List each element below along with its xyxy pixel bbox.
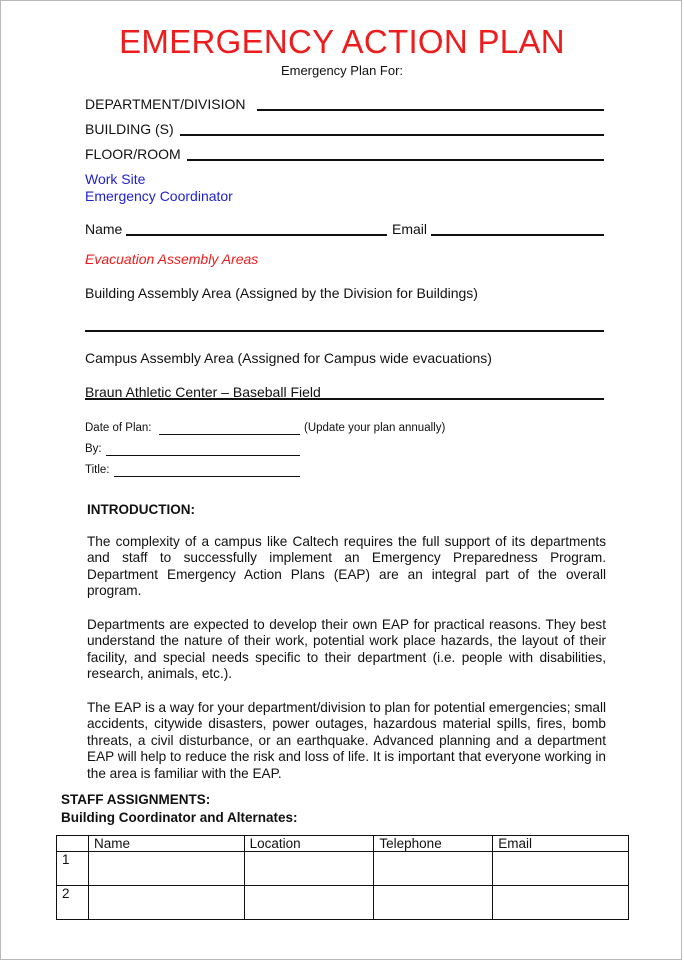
document-title: EMERGENCY ACTION PLAN [119, 23, 565, 60]
update-note: (Update your plan annually) [304, 422, 446, 434]
column-header-telephone: Telephone [374, 836, 493, 852]
date-of-plan-line[interactable] [159, 434, 300, 435]
name-cell[interactable] [88, 886, 244, 920]
staff-assignments-heading: STAFF ASSIGNMENTS: [61, 792, 211, 807]
intro-paragraph-1: The complexity of a campus like Caltech requires the full support of its departments and staff to successfully implement an Emergency Preparedness Program. Department Emergency Action Plans (EAP) are an integral part of the overall program. [87, 534, 606, 599]
building-assembly-area-line[interactable] [85, 330, 604, 332]
column-header-location: Location [244, 836, 374, 852]
emergency-coordinator-label: Emergency Coordinator [85, 188, 233, 204]
building-assembly-area-label: Building Assembly Area (Assigned by the Division for Buildings) [85, 285, 478, 301]
department-label: DEPARTMENT/DIVISION [85, 96, 246, 112]
row-number: 2 [57, 886, 89, 920]
floor-room-field-line[interactable] [187, 159, 604, 161]
telephone-cell[interactable] [374, 886, 493, 920]
email-cell[interactable] [493, 852, 629, 886]
date-of-plan-label: Date of Plan: [85, 422, 152, 434]
intro-paragraph-3: The EAP is a way for your department/division to plan for potential emergencies; small accidents, citywide disasters, power outages, hazardous material spills, fires, bomb threats, a civil disturbance, or an earthquake. Advanced planning and a department EAP will help to reduce the risk and loss of life. It is important that everyone working in the area is familiar with the EAP. [87, 700, 606, 781]
telephone-cell[interactable] [374, 852, 493, 886]
title-line[interactable] [114, 476, 300, 477]
evacuation-assembly-heading: Evacuation Assembly Areas [85, 251, 259, 267]
coordinator-name-label: Name [85, 221, 123, 237]
table-row [57, 852, 629, 886]
document-subtitle: Emergency Plan For: [280, 63, 404, 78]
coordinator-email-label: Email [392, 221, 428, 237]
location-cell[interactable] [244, 886, 374, 920]
coordinator-name-line[interactable] [126, 234, 387, 236]
campus-assembly-area-label: Campus Assembly Area (Assigned for Campus wide evacuations) [85, 350, 492, 366]
table-row [57, 886, 629, 920]
building-field-line[interactable] [180, 134, 604, 136]
by-label: By: [85, 443, 102, 455]
introduction-heading: INTRODUCTION: [87, 502, 195, 517]
floor-room-label: FLOOR/ROOM [85, 146, 181, 162]
building-coordinator-heading: Building Coordinator and Alternates: [61, 810, 298, 825]
email-cell[interactable] [493, 886, 629, 920]
name-cell[interactable] [88, 852, 244, 886]
location-cell[interactable] [244, 852, 374, 886]
column-header-email: Email [493, 836, 629, 852]
campus-assembly-area-line[interactable] [85, 398, 604, 400]
staff-table [56, 835, 629, 920]
coordinator-email-line[interactable] [431, 234, 604, 236]
column-header-index [57, 836, 89, 852]
campus-assembly-area-value: Braun Athletic Center – Baseball Field [85, 384, 321, 400]
intro-paragraph-2: Departments are expected to develop their own EAP for practical reasons. They best understand the nature of their work, potential work place hazards, the layout of their facility, and special needs specific to their department (i.e. people with disabilities, research, animals, etc.). [87, 617, 606, 682]
by-line[interactable] [106, 455, 300, 456]
row-number: 1 [57, 852, 89, 886]
work-site-label: Work Site [85, 171, 146, 187]
title-label: Title: [85, 464, 110, 476]
column-header-name: Name [88, 836, 244, 852]
building-label: BUILDING (S) [85, 121, 174, 137]
department-field-line[interactable] [257, 109, 604, 111]
staff-table-header [57, 836, 629, 852]
